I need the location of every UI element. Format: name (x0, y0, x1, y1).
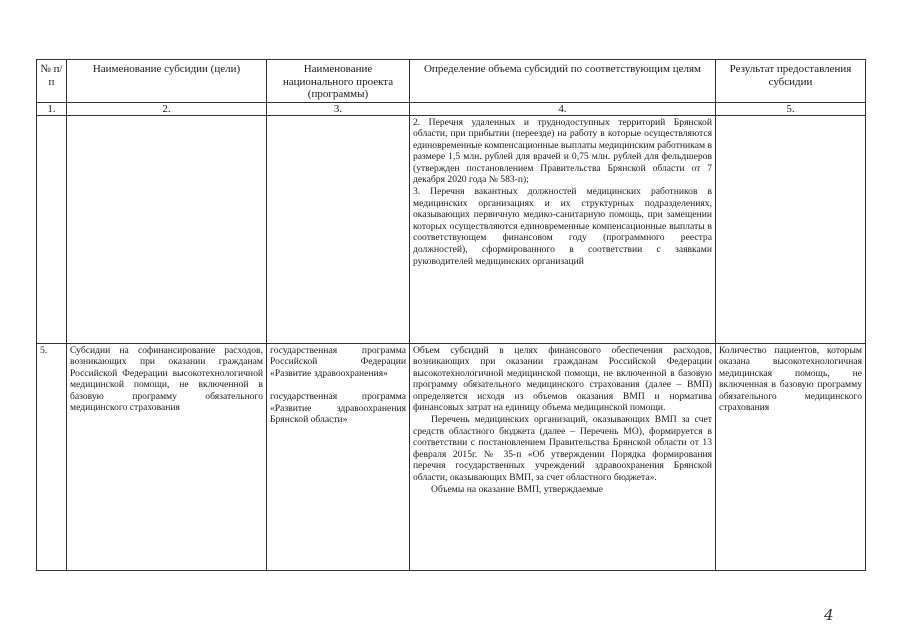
national-program-federal: государственная программа Российской Федерации «Развитие здравоохранения» (270, 344, 406, 379)
cell-empty (67, 115, 267, 343)
national-program-cell (267, 343, 410, 570)
subsidy-table (36, 59, 866, 571)
volume-definition-cell (410, 343, 716, 570)
header-number: № п/п (37, 60, 67, 103)
definition-paragraph-2: Перечень медицинских организаций, оказывающих ВМП за счет средств областного бюджета (далее – Перечень МО), формируется в соответствии с постановлением Правительства Брянской области от 13 февраля 2015г. № 35-п «Об утверждении Порядка формирования перечня государственных учреждений здравоохранения Брянской области, оказывающих ВМП, за счет областного бюджета». (413, 414, 712, 484)
column-number-2: 2. (67, 102, 267, 115)
subsidy-result: Количество пациентов, которым оказана высокотехнологичная медицинская помощь, не включенная в базовую программу обязательного медицинского страхования (716, 343, 866, 570)
cell-definition-continued (410, 115, 716, 343)
column-number-row (37, 102, 866, 115)
column-number-1: 1. (37, 102, 67, 115)
column-number-5: 5. (716, 102, 866, 115)
definition-paragraph-3: Объемы на оказание ВМП, утверждаемые (431, 483, 604, 495)
header-national-project: Наименование национального проекта (программы) (267, 60, 410, 103)
column-number-4: 4. (410, 102, 716, 115)
column-number-3: 3. (267, 102, 410, 115)
header-row (37, 60, 866, 103)
header-subsidy-name: Наименование субсидии (цели) (67, 60, 267, 103)
page-number: 4 (824, 606, 834, 624)
cell-empty (716, 115, 866, 343)
table-row-5 (37, 343, 866, 570)
cell-empty (37, 115, 67, 343)
header-result: Результат предоставления субсидии (716, 60, 866, 103)
list-item-territories: 2. Перечня удаленных и труднодоступных территорий Брянской области, при прибытии (переезде) на работу в которые осуществляются единовременные компенсационные выплаты медицинским работникам в размере 1,5 млн. рублей для врачей и 0,75 млн. рублей для фельдшеров (утвержден постановлением Правительства Брянской области от 7 декабря 2020 года № 583-п); (413, 116, 712, 186)
list-item-vacancies: 3. Перечня вакантных должностей медицинских работников в медицинских организациях и их структурных подразделениях, оказывающих первичную медико-санитарную помощь, при замещении которых осуществляются единовременные компенсационные выплаты в соответствующем финансовом году (программного реестра должностей), сформированного в соответствии с заявками руководителей медицинских организаций (413, 186, 712, 267)
definition-paragraph-1: Объем субсидий в целях финансового обеспечения расходов, возникающих при оказании гражданам Российской Федерации высокотехнологичной медицинской помощи, не включенной в базовую программу обязательного медицинского страхования (далее – ВМП) определяется исходя из объемов оказания ВМП и норматива финансовых затрат на единицу объема медицинской помощи. (413, 344, 712, 414)
table-row-continuation (37, 115, 866, 343)
national-program-regional: государственная программа «Развитие здравоохранения Брянской области» (270, 391, 406, 426)
row-number: 5. (37, 343, 67, 570)
header-volume-definition: Определение объема субсидий по соответствующим целям (410, 60, 716, 103)
subsidy-name: Субсидии на софинансирование расходов, возникающих при оказании гражданам Российской Федерации высокотехнологичной медицинской помощи, не включенной в базовую программу обязательного медицинского страхования (67, 343, 267, 570)
cell-empty (267, 115, 410, 343)
